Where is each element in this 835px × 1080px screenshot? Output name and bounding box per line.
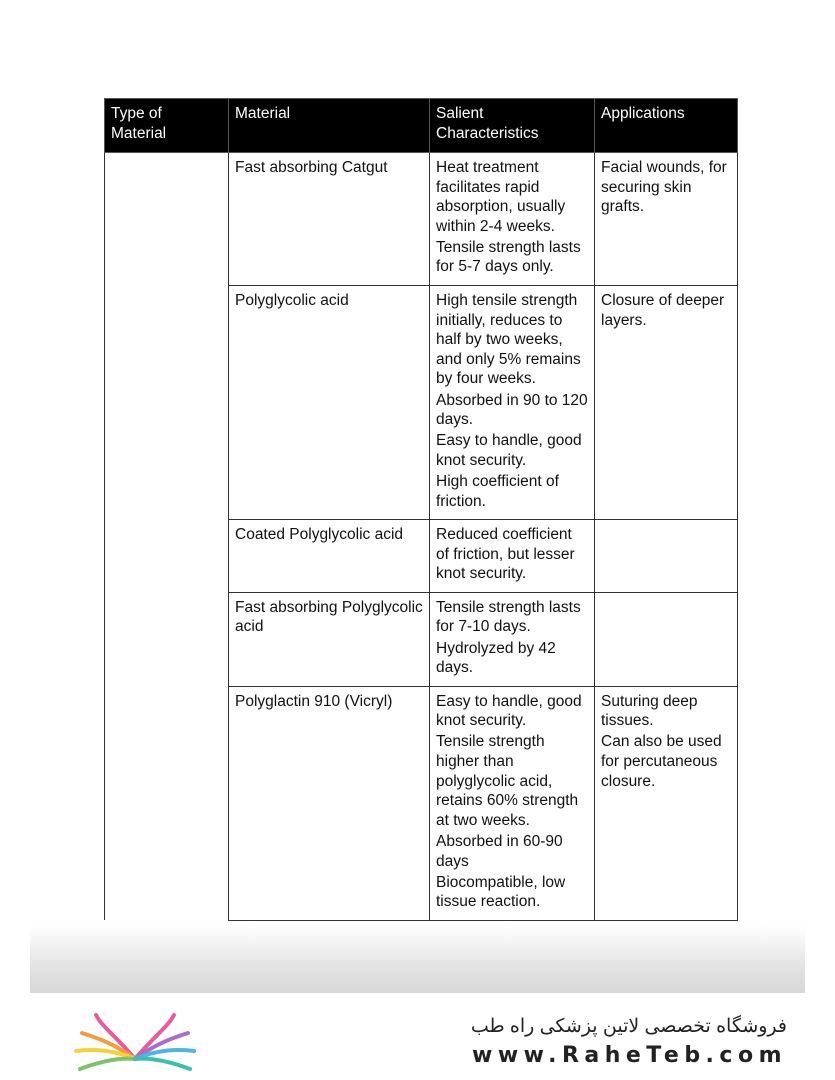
application-item: Can also be used for percutaneous closure. <box>601 733 722 790</box>
characteristic-item: High coefficient of friction. <box>436 472 559 510</box>
open-book-logo-icon <box>72 1007 198 1077</box>
website-url[interactable]: www.RaheTeb.com <box>472 1043 787 1068</box>
applications-cell <box>595 286 738 520</box>
characteristic-item: Absorbed in 90 to 120 days. <box>436 391 588 429</box>
type-of-material-cell <box>105 153 229 921</box>
application-item: Suturing deep tissues. <box>601 692 698 730</box>
characteristic-item: Tensile strength higher than polyglycolic acid, retains 60% strength at two weeks. <box>436 733 579 829</box>
characteristic-item: Hydrolyzed by 42 days. <box>436 639 556 677</box>
application-item: Closure of deeper layers. <box>601 292 725 329</box>
shop-name: فروشگاه تخصصی لاتین پزشکی راه طب <box>470 1016 787 1037</box>
header-type-of-material: Type of Material <box>105 99 229 153</box>
characteristic-item: Tensile strength lasts for 5-7 days only. <box>436 238 581 276</box>
applications-cell <box>595 520 738 593</box>
material-cell: Polyglycolic acid <box>229 286 430 520</box>
table-row <box>105 153 738 286</box>
header-material: Material <box>229 99 430 153</box>
characteristics-cell <box>430 153 595 286</box>
characteristics-cell <box>430 686 595 920</box>
footer <box>0 995 835 1080</box>
characteristic-item: Easy to handle, good knot security. <box>436 692 582 730</box>
characteristic-item: High tensile strength initially, reduces to half by two weeks, and only 5% remains by four weeks. <box>436 292 581 388</box>
characteristics-cell <box>430 286 595 520</box>
applications-cell <box>595 686 738 920</box>
characteristics-cell <box>430 520 595 593</box>
characteristic-item: Tensile strength lasts for 7-10 days. <box>436 598 581 636</box>
material-cell: Coated Polyglycolic acid <box>229 520 430 593</box>
applications-cell <box>595 153 738 286</box>
characteristic-item: Absorbed in 60-90 days <box>436 832 563 870</box>
material-cell: Fast absorbing Polyglycolic acid <box>229 592 430 686</box>
table-header-row <box>105 99 738 153</box>
material-cell: Fast absorbing Catgut <box>229 153 430 286</box>
characteristic-item: Heat treatment facilitates rapid absorption, usually within 2-4 weeks. <box>436 159 566 235</box>
header-salient-characteristics: Salient Characteristics <box>430 99 595 153</box>
applications-cell <box>595 592 738 686</box>
suture-materials-table <box>104 98 738 921</box>
application-item: Facial wounds, for securing skin grafts. <box>601 159 727 216</box>
characteristic-item: Reduced coefficient of friction, but lesser knot security. <box>436 526 575 583</box>
header-applications: Applications <box>595 99 738 153</box>
characteristic-item: Easy to handle, good knot security. <box>436 432 582 469</box>
material-cell: Polyglactin 910 (Vicryl) <box>229 686 430 920</box>
characteristic-item: Biocompatible, low tissue reaction. <box>436 873 566 911</box>
page-bottom-shadow <box>30 925 805 993</box>
characteristics-cell <box>430 592 595 686</box>
